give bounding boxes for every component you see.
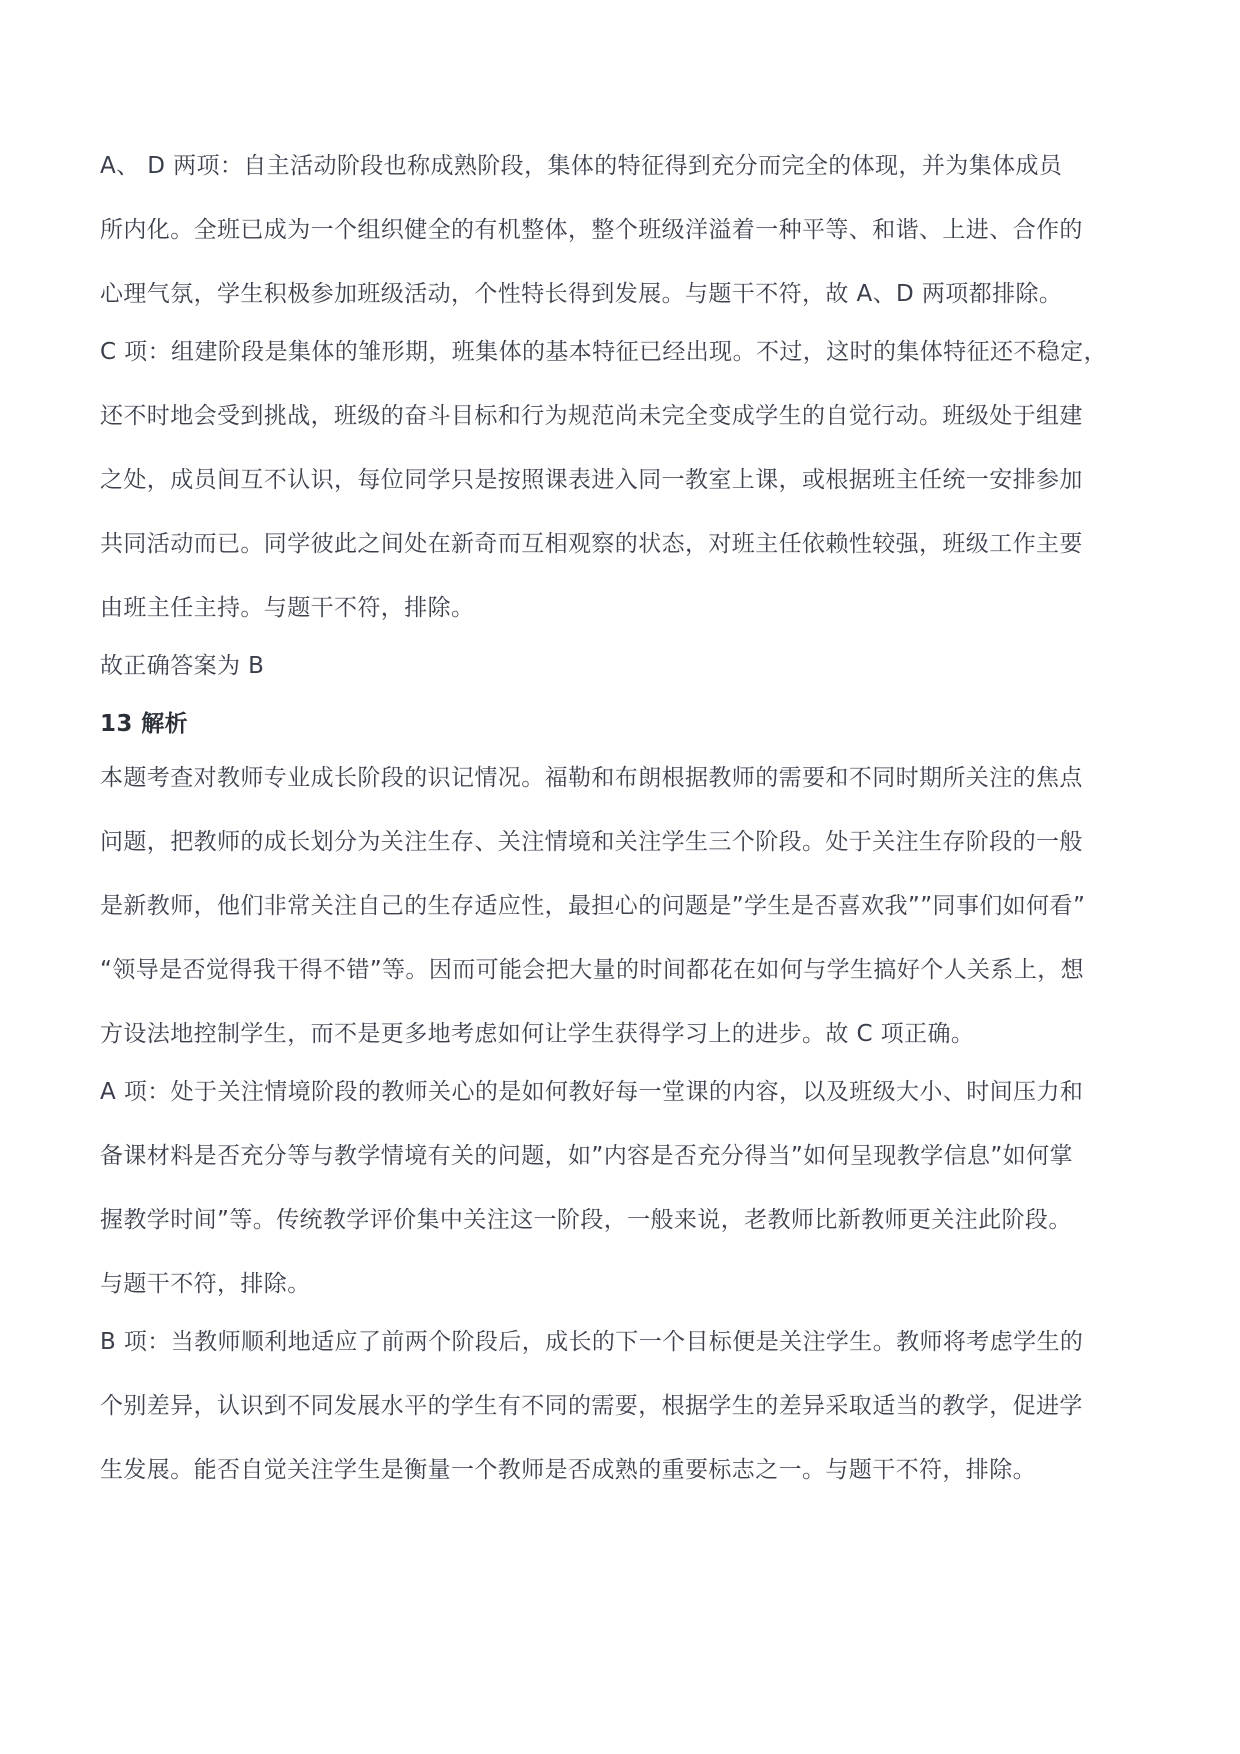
text-line: 本题考查对教师专业成长阶段的识记情况。福勒和布朗根据教师的需要和不同时期所关注的焦点 [100, 765, 1083, 791]
text-line: C 项：组建阶段是集体的雏形期，班集体的基本特征已经出现。不过，这时的集体特征还不稳定， [100, 339, 1107, 365]
text-line: 所内化。全班已成为一个组织健全的有机整体，整个班级洋溢着一种平等、和谐、上进、合作的 [100, 217, 1083, 243]
text-line: B 项：当教师顺利地适应了前两个阶段后，成长的下一个目标便是关注学生。教师将考虑学生的 [100, 1329, 1084, 1355]
paragraph-b-option [100, 1326, 1160, 1486]
paragraph-c-option [100, 336, 1160, 624]
text-line: 由班主任主持。与题干不符，排除。 [100, 595, 475, 621]
text-line: 生发展。能否自觉关注学生是衡量一个教师是否成熟的重要标志之一。与题干不符，排除。 [100, 1457, 1036, 1483]
text-line: 共同活动而已。同学彼此之间处在新奇而互相观察的状态，对班主任依赖性较强，班级工作主要 [100, 531, 1083, 557]
text-line: 心理气氛，学生积极参加班级活动，个性特长得到发展。与题干不符，故 A、D 两项都排除。 [100, 281, 1063, 307]
text-line: 与题干不符，排除。 [100, 1271, 311, 1297]
paragraph-a-option [100, 1076, 1160, 1300]
text-line: 之处，成员间互不认识，每位同学只是按照课表进入同一教室上课，或根据班主任统一安排参加 [100, 467, 1083, 493]
document-page [100, 150, 1160, 1486]
section-heading [100, 708, 1160, 740]
paragraph-ad-options [100, 150, 1160, 310]
text-line: 故正确答案为 B [100, 653, 265, 679]
text-line: “领导是否觉得我干得不错”等。因而可能会把大量的时间都花在如何与学生搞好个人关系上，想 [100, 957, 1085, 983]
text-line: A、 D 两项：自主活动阶段也称成熟阶段，集体的特征得到充分而完全的体现，并为集体成员 [100, 153, 1063, 179]
text-line: A 项：处于关注情境阶段的教师关心的是如何教好每一堂课的内容，以及班级大小、时间压力和 [100, 1079, 1084, 1105]
paragraph-analysis [100, 762, 1160, 1050]
heading-text: 13 解析 [100, 711, 189, 737]
text-line: 是新教师，他们非常关注自己的生存适应性，最担心的问题是”学生是否喜欢我””同事们如何看” [100, 893, 1086, 919]
text-line: 方设法地控制学生，而不是更多地考虑如何让学生获得学习上的进步。故 C 项正确。 [100, 1021, 975, 1047]
text-line: 个别差异，认识到不同发展水平的学生有不同的需要，根据学生的差异采取适当的教学，促进学 [100, 1393, 1083, 1419]
text-line: 备课材料是否充分等与教学情境有关的问题，如”内容是否充分得当”如何呈现教学信息”如何掌 [100, 1143, 1073, 1169]
answer-line [100, 650, 1160, 682]
text-line: 问题，把教师的成长划分为关注生存、关注情境和关注学生三个阶段。处于关注生存阶段的一般 [100, 829, 1083, 855]
text-line: 还不时地会受到挑战，班级的奋斗目标和行为规范尚未完全变成学生的自觉行动。班级处于组建 [100, 403, 1083, 429]
text-line: 握教学时间”等。传统教学评价集中关注这一阶段，一般来说，老教师比新教师更关注此阶段。 [100, 1207, 1072, 1233]
